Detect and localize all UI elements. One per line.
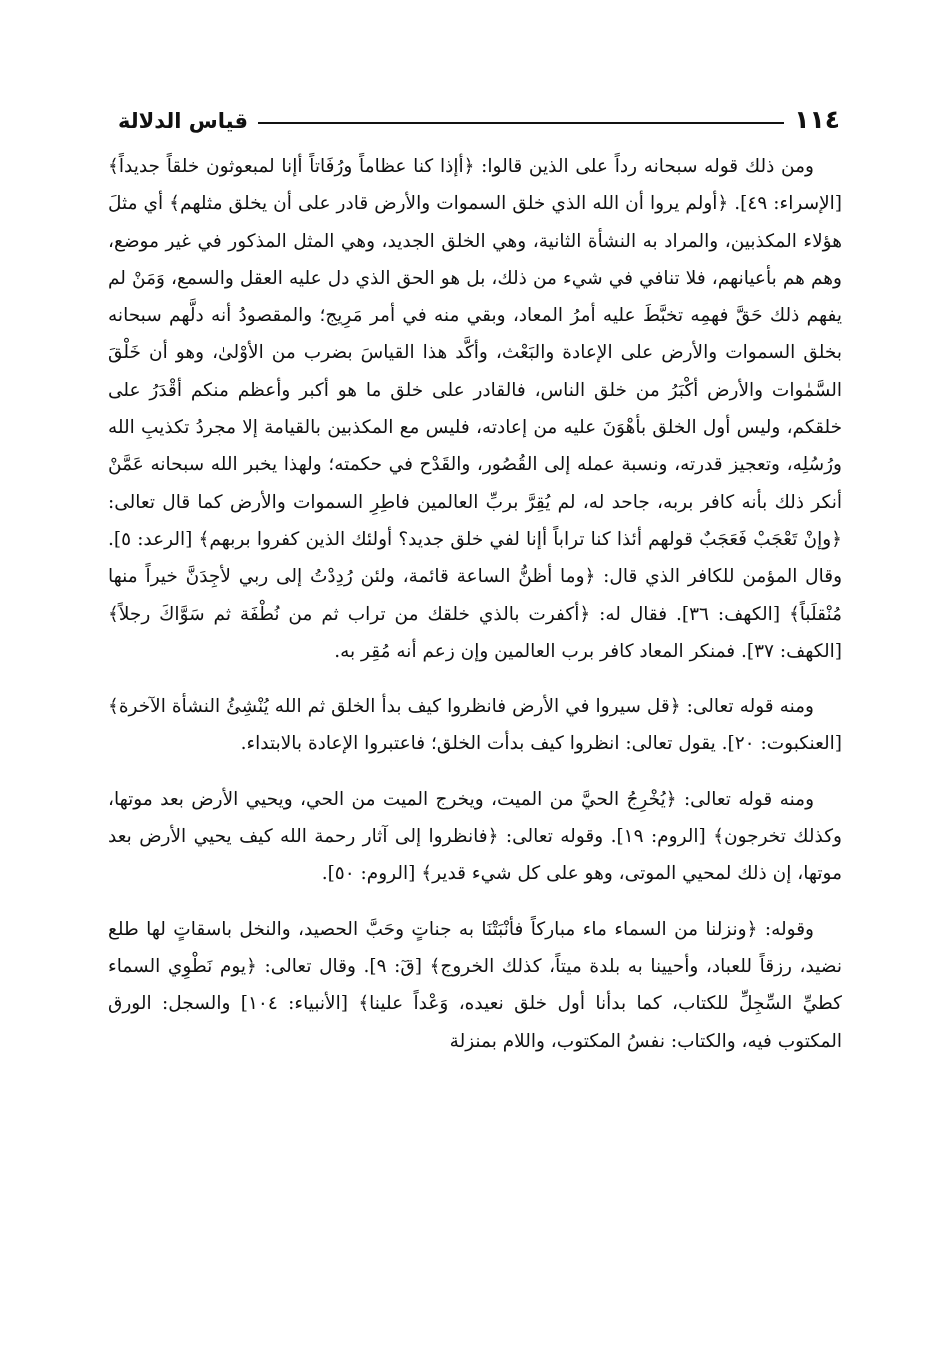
- paragraph-1: ومن ذلك قوله سبحانه رداً على الذين قالوا: ﴿أإذا كنا عظاماً ورُفَاتاً أإنا لمبعوثون خلقاً جديداً﴾ [الإسراء: ٤٩]. ﴿أولم يروا أن الله الذي خلق السموات والأرض قادر على أن يخلق مثلهم﴾ أي مثلَ هؤلاء المكذبين، والمراد به النشأة الثانية، وهي الخلق الجديد، وهي المثل المذكور في غير موضع، وهم هم بأعيانهم، فلا تنافي في شيء من ذلك، بل هو الحق الذي دل عليه العقل والسمع، وَمَنْ لم يفهم ذلك حَقَّ فهمِه تخبَّطَ عليه أمرُ المعاد، وبقي منه في أمر مَرِيج؛ والمقصودُ أنه دلَّهم سبحانه بخلق السموات والأرض على الإعادة والبَعْث، وأكَّد هذا القياسَ بضرب من الأوْلىٰ، وهو أن خَلْقَ السَّمٰوات والأرض أكْبَرُ من خلق الناس، فالقادر على خلق ما هو أكبر وأعظم منكم أقْدَرُ على خلقكم، وليس أول الخلق بأهْوَنَ عليه من إعادته، فليس مع المكذبين بالقيامة إلا مجردُ تكذيبِ الله ورُسُلِه، وتعجيز قدرته، ونسبة عمله إلى القُصُور، والقَدْح في حكمته؛ ولهذا يخبر الله سبحانه عَمَّنْ أنكر ذلك بأنه كافر بربه، جاحد له، لم يُقِرَّ بربِّ العالمين فاطِرِ السموات والأرض كما قال تعالى: ﴿وإنْ تَعْجَبْ فَعَجَبٌ قولهم أئذا كنا تراباً أإنا لفي خلق جديد؟ أولئك الذين كفروا بربهم﴾ [الرعد: ٥]. وقال المؤمن للكافر الذي قال: ﴿وما أظنُّ الساعة قائمة، ولئن رُدِدْتُ إلى ربي لأجِدَنَّ خيراً منها مُنْقلَباً﴾ [الكهف: ٣٦]. فقال له: ﴿أكفرت بالذي خلقك من تراب ثم من نُطْفَة ثم سَوَّاكَ رجلاً﴾ [الكهف: ٣٧]. فمنكر المعاد كافر برب العالمين وإن زعم أنه مُقِر به.: [108, 156, 843, 662]
- page-number: ١١٤: [794, 105, 840, 134]
- paragraph-4: وقوله: ﴿ونزلنا من السماء ماء مباركاً فأنْبَتْنَا به جناتٍ وحَبَّ الحصيد، والنخل باسقاتٍ لها طلع نضيد، رزقاً للعباد، وأحيينا به بلدة ميتاً، كذلك الخروج﴾ [قٓ: ٩]. وقال تعالى: ﴿يوم نَطْوِي السماء كطيِّ السِّجِلِّ للكتاب، كما بدأنا أول خلق نعيده، وَعْداً علينا﴾ [الأنبياء: ١٠٤] والسجل: الورق المكتوب فيه، والكتاب: نفسُ المكتوب، واللام بمنزلة: [108, 918, 842, 1052]
- header-rule: [258, 122, 784, 124]
- running-title: قياس الدلالة: [118, 109, 248, 133]
- paragraph-3: ومنه قوله تعالى: ﴿يُخْرِجُ الحيَّ من الميت، ويخرج الميت من الحي، ويحيي الأرض بعد موتها، وكذلك تخرجون﴾ [الروم: ١٩]. وقوله تعالى: ﴿فانظروا إلى آثار رحمة الله كيف يحيي الأرض بعد موتها، إن ذلك لمحيي الموتى، وهو على كل شيء قدير﴾ [الروم: ٥٠].: [108, 788, 842, 885]
- body-text: [108, 148, 842, 1078]
- paragraph-2: ومنه قوله تعالى: ﴿قل سيروا في الأرض فانظروا كيف بدأ الخلق ثم الله يُنْشِئُ النشأة الآخرة﴾ [العنكبوت: ٢٠]. يقول تعالى: انظروا كيف بدأت الخلق؛ فاعتبروا الإعادة بالابتداء.: [108, 696, 842, 755]
- page-header: [118, 92, 840, 132]
